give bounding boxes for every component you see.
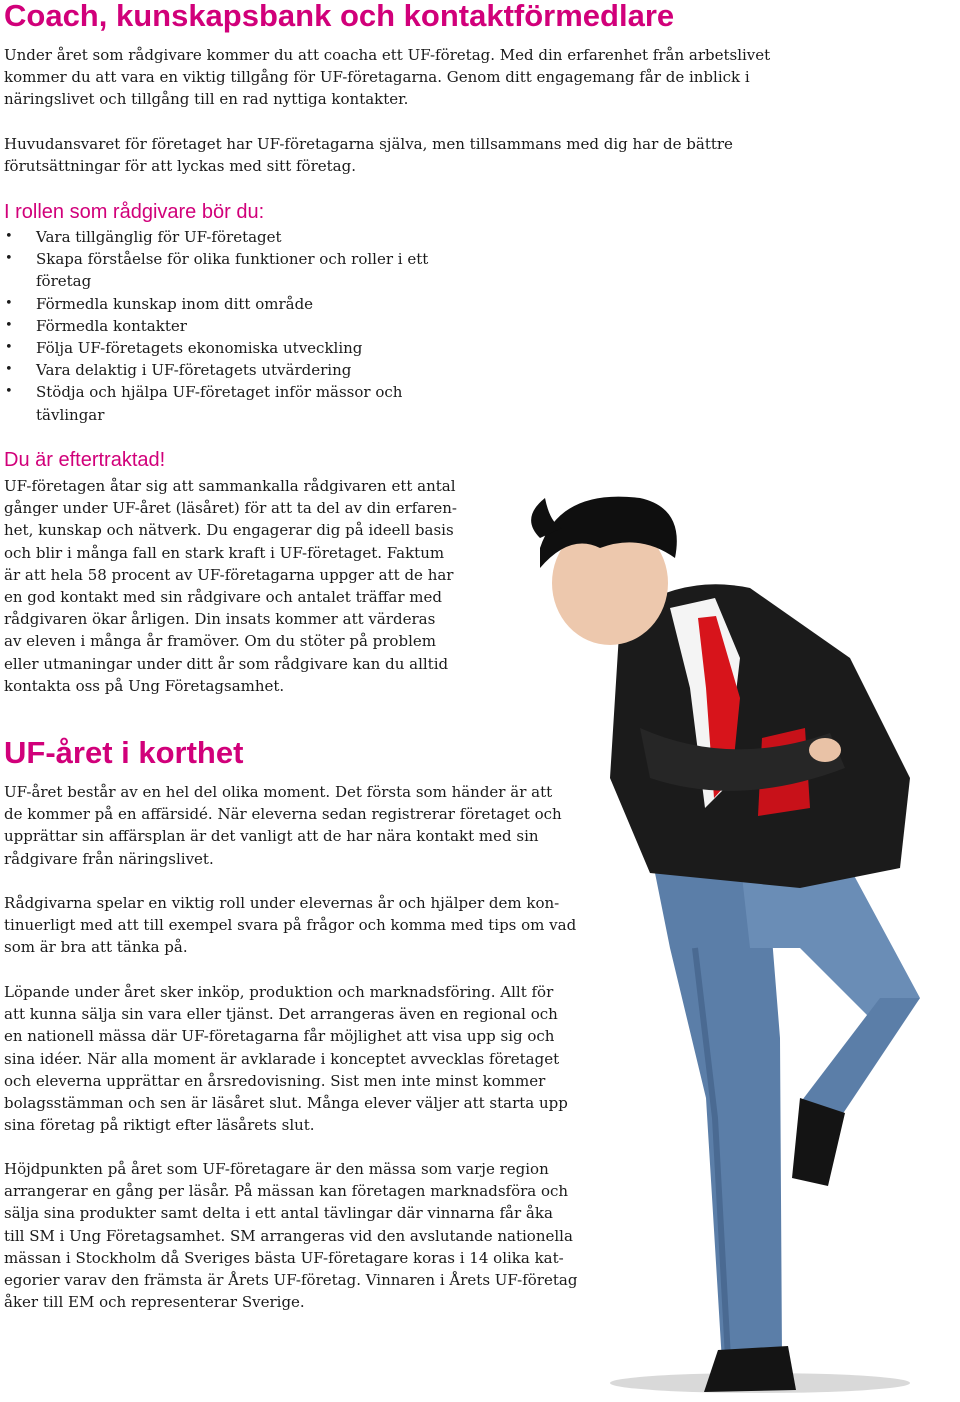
role-heading: I rollen som rådgivare bör du:	[4, 201, 265, 223]
shoe-left	[704, 1346, 796, 1392]
year-paragraph-2: Rådgivarna spelar en viktig roll under elevernas år och hjälper dem kon- tinuerligt med att till exempel svara på frågor och komma med tips om vad som är bra att tänka på.	[4, 894, 577, 957]
list-item: • Stödja och hjälpa UF-företaget inför mässor och tävlingar	[4, 381, 474, 425]
intro-paragraph: Under året som rådgivare kommer du att coacha ett UF-företag. Med din erfarenhet från arbetslivet kommer du att vara en viktig tillgång för UF-företagarna. Genom ditt engagemang får de inblick i näringslivet och tillgång till en rad nyttiga kontakter.	[4, 46, 771, 109]
jeans-bent-shin	[800, 998, 920, 1118]
year-paragraph-4: Höjdpunkten på året som UF-företagare är den mässa som varje region arrangerar en gång per läsår. På mässan kan företagen marknadsföra och sälja sina produkter samt delta i ett antal tävlingar där vinnarna får åka till SM i Ung Företagsamhet. SM arrangeras vid den avslutande nationella mässan i Stockholm då Sveriges bästa UF-företagare koras i 14 olika kat- egorier varav den främsta är Årets UF-företag. Vinnaren i Årets UF-företag åker till EM och representerar Sverige.	[4, 1160, 578, 1312]
year-paragraph-3: Löpande under året sker inköp, produktion och marknadsföring. Allt för att kunna sälja sin vara eller tjänst. Det arrangeras även en regional och en nationell mässa där UF-företagarna får möjlighet att visa upp sig och sina idéer. När alla moment är avklarade i konceptet avvecklas företaget och eleverna upprättar en årsredovisning. Sist men inte minst kommer bolagsstämman och sen är läsåret slut. Många elever väljer att starta upp sina företag på riktigt efter läsårets slut.	[4, 983, 568, 1135]
list-item: • Skapa förståelse för olika funktioner och roller i ett företag	[4, 248, 474, 292]
sought-heading: Du är eftertraktad!	[4, 449, 166, 471]
responsibility-paragraph: Huvudansvaret för företaget har UF-företagarna själva, men tillsammans med dig har de bättre förutsättningar för att lyckas med sitt företag.	[4, 135, 733, 176]
year-paragraph-1: UF-året består av en hel del olika moment. Det första som händer är att de kommer på en affärsidé. När eleverna sedan registrerar företaget och upprättar sin affärsplan är det vanligt att de har nära kontakt med sin rådgivare från näringslivet.	[4, 783, 562, 868]
shoe-right	[792, 1098, 845, 1186]
section-heading-uf-year: UF-året i korthet	[4, 735, 244, 770]
page-title: Coach, kunskapsbank och kontaktförmedlare	[4, 0, 675, 33]
list-item: • Förmedla kunskap inom ditt område	[4, 293, 474, 315]
hand	[809, 738, 841, 762]
list-item: • Vara delaktig i UF-företagets utvärdering	[4, 359, 474, 381]
sought-paragraph: UF-företagen åtar sig att sammankalla rådgivaren ett antal gånger under UF-året (läsåret) för att ta del av din erfaren- het, kunskap och nätverk. Du engagerar dig på ideell basis och blir i många fall en stark kraft i UF-företaget. Faktum är att hela 58 procent av UF-företagarna uppger att de har en god kontakt med sin rådgivare och antalet träffar med rådgivaren ökar årligen. Din insats kommer att värderas av eleven i många år framöver. Om du stöter på problem eller utmaningar under ditt år som rådgivare kan du alltid kontakta oss på Ung Företagsamhet.	[4, 477, 457, 695]
role-list	[4, 226, 474, 426]
list-item: • Förmedla kontakter	[4, 315, 474, 337]
advisor-photo	[500, 478, 960, 1402]
list-item: • Vara tillgänglig för UF-företaget	[4, 226, 474, 248]
list-item: • Följa UF-företagets ekonomiska utveckling	[4, 337, 474, 359]
